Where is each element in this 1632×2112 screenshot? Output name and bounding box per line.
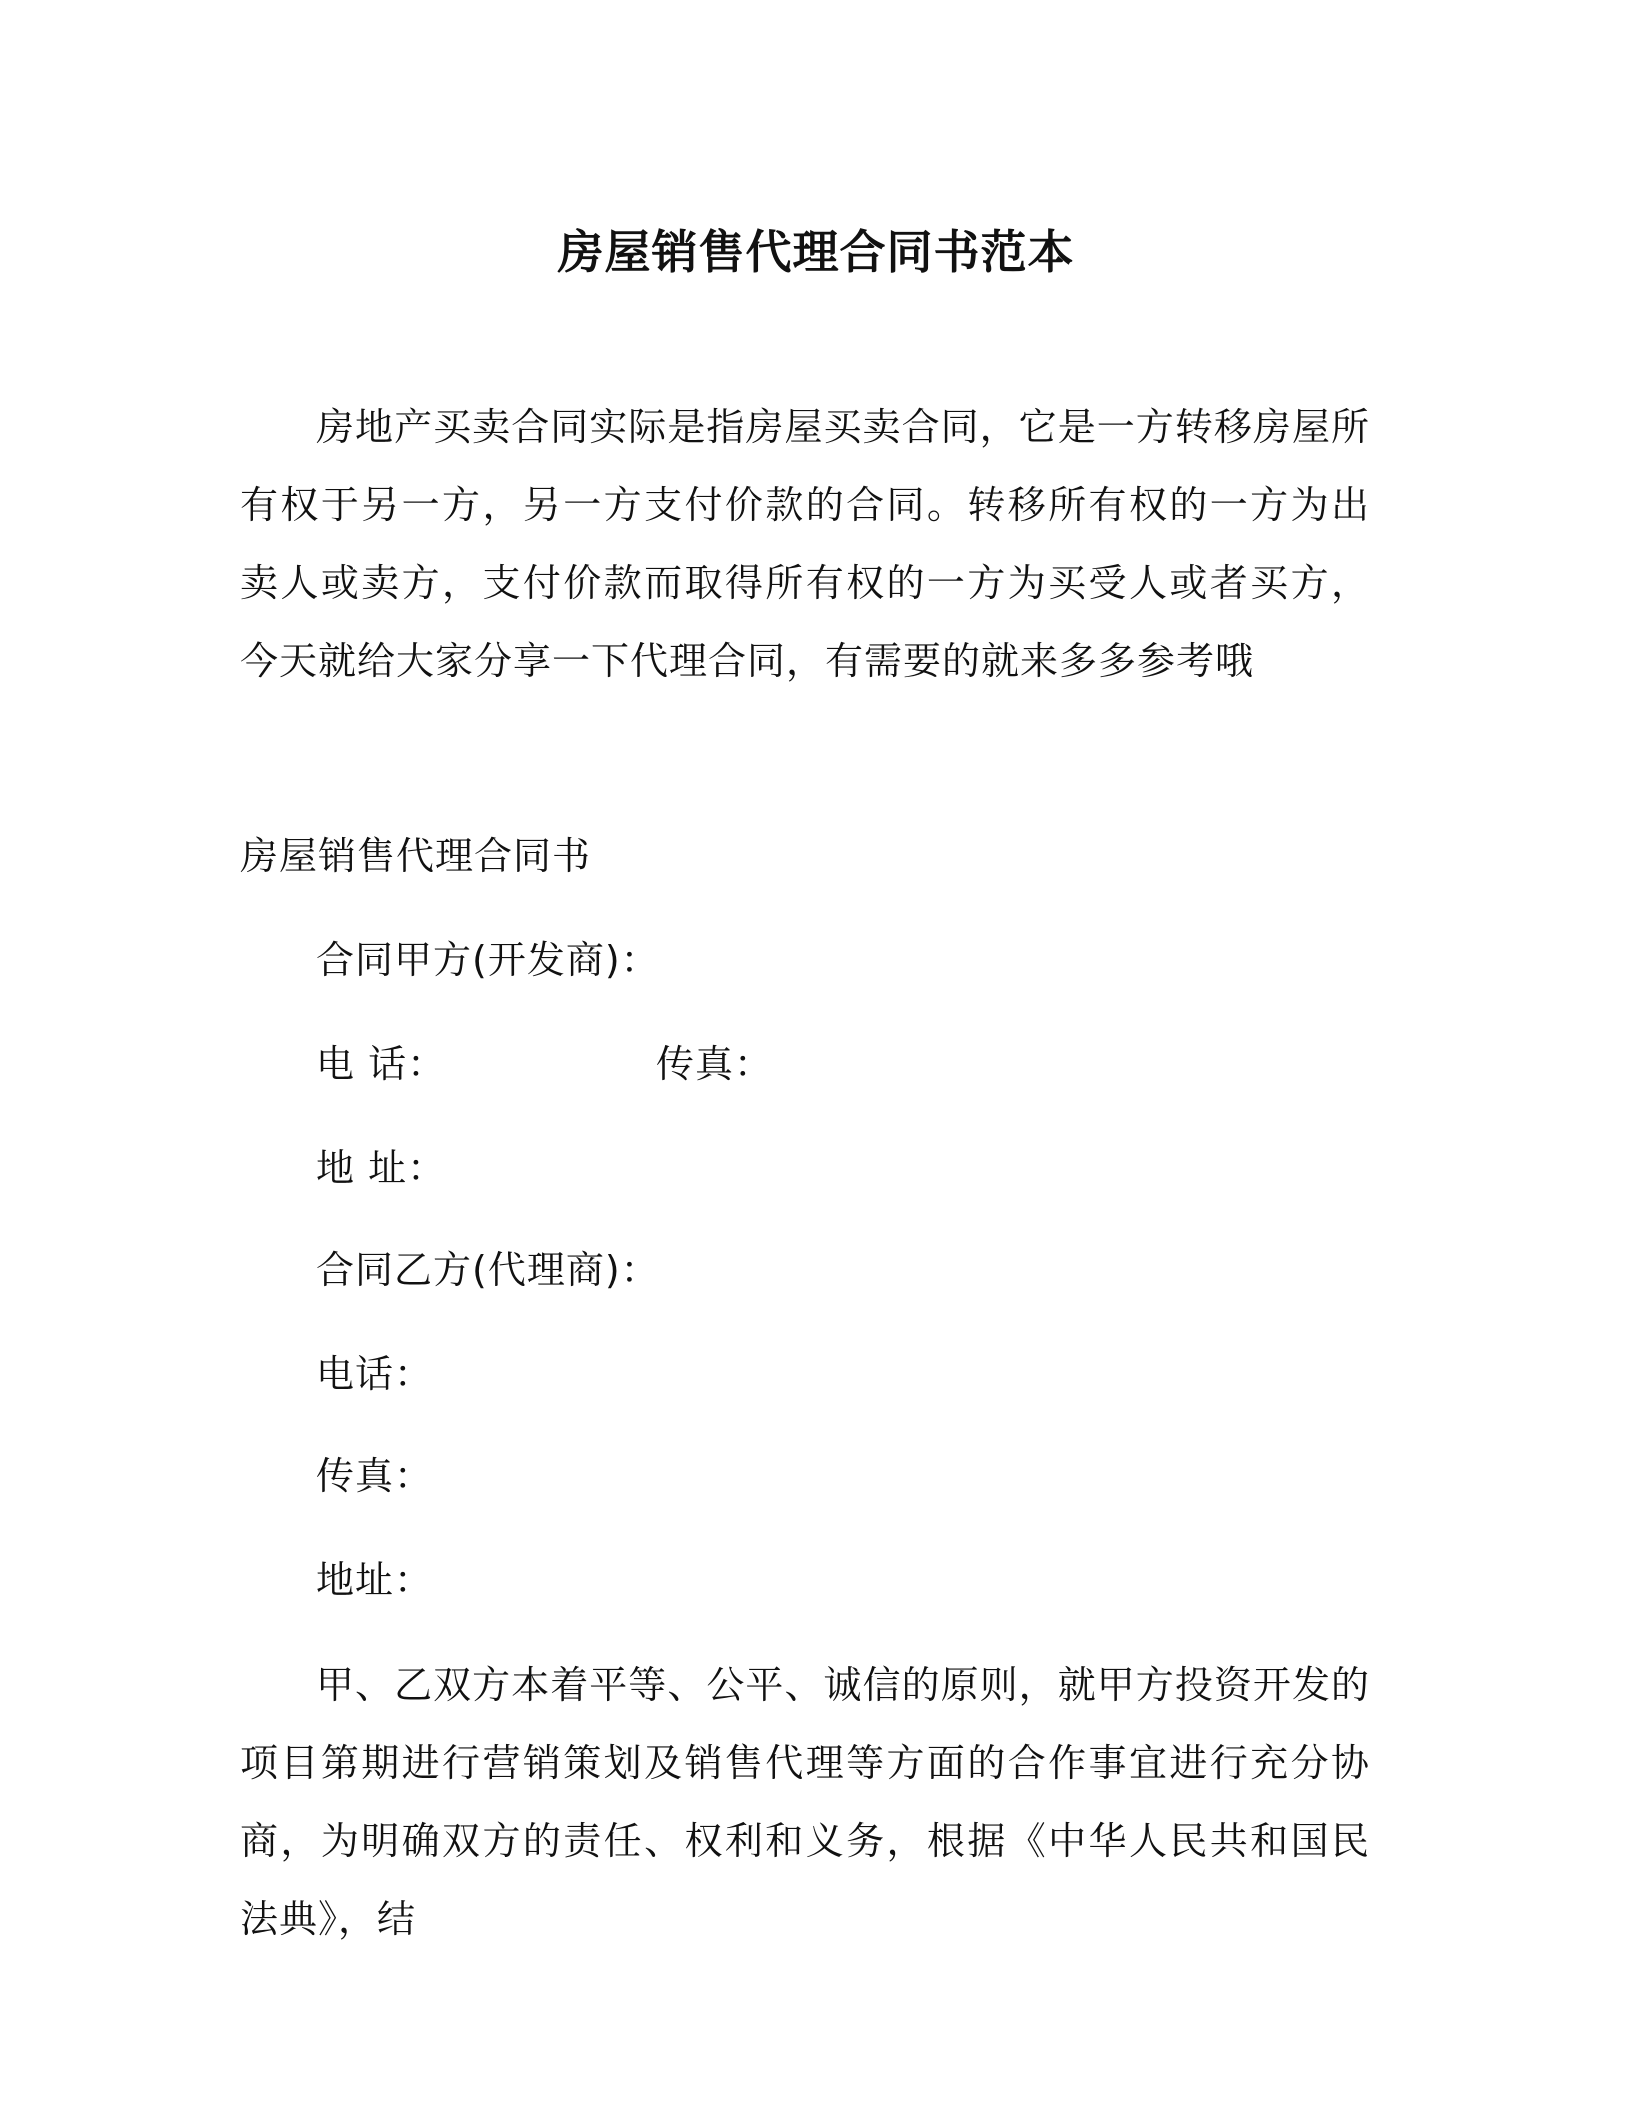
party-b-address: 地址： <box>316 1558 434 1602</box>
party-b-phone: 电话： <box>316 1352 434 1396</box>
party-b-fax: 传真： <box>316 1454 434 1498</box>
body-paragraph: 甲、乙双方本着平等、公平、诚信的原则，就甲方投资开发的 项目第期进行营销策划及销售代理等方面的合作事宜进行充分协商，为明确双方的责任、权利和义务，根据《中华人民共和国民法典》，结 <box>240 1663 1370 1941</box>
party-a-address: 地 址： <box>316 1146 447 1190</box>
party-a-fax: 传真： <box>656 1042 774 1086</box>
party-a-phone: 电 话： <box>316 1042 447 1086</box>
contract-title: 房屋销售代理合同书 <box>240 834 592 878</box>
party-a-label: 合同甲方(开发商)： <box>316 938 660 982</box>
document-title: 房屋销售代理合同书范本 <box>557 225 1075 279</box>
party-b-label: 合同乙方(代理商)： <box>316 1248 660 1292</box>
intro-paragraph: 房地产买卖合同实际是指房屋买卖合同，它是一方转移房屋所有权于另一方，另一方支付价款的合同。转移所有权的一方为出卖人或卖方，支付价款而取得所有权的一方为买受人或者买方，今天就给大家分享一下代理合同，有需要的就来多多参考哦 <box>240 405 1370 683</box>
